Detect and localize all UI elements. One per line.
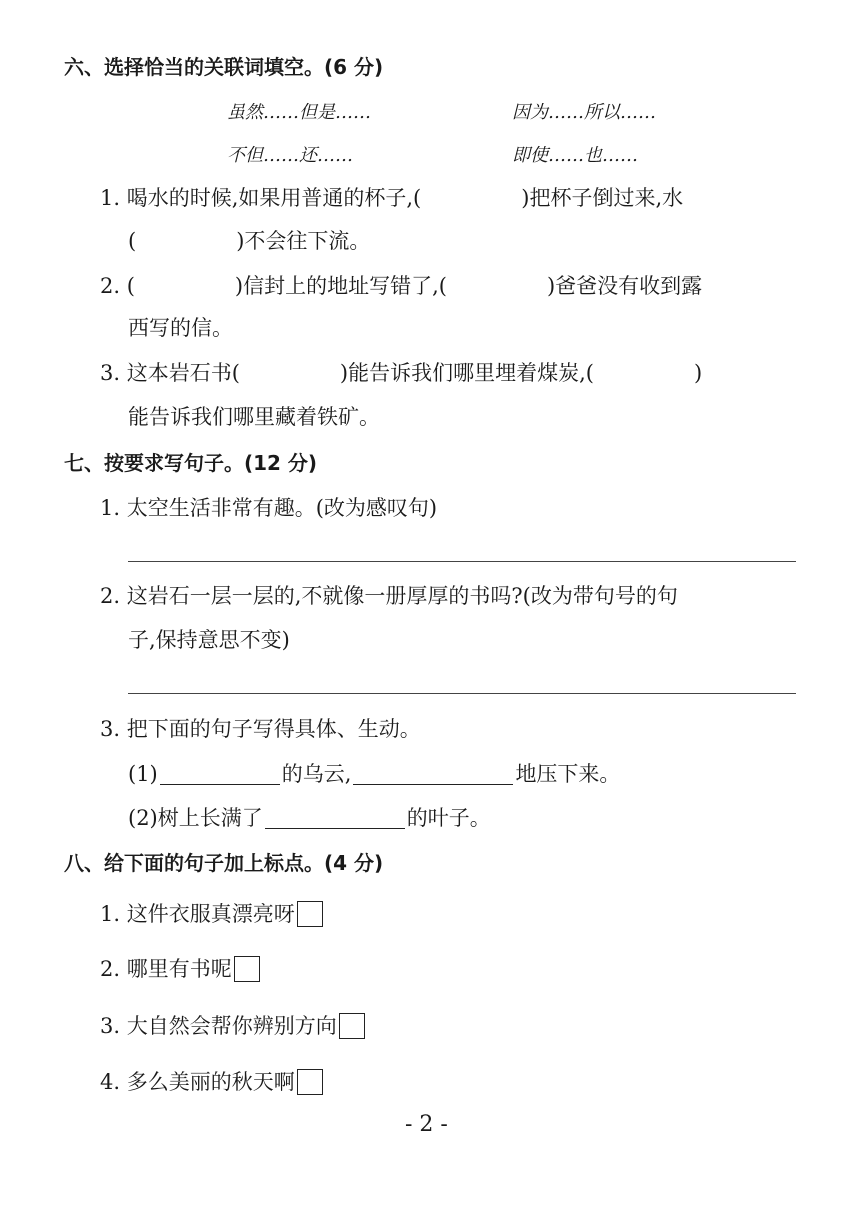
s7-q2-line1: 2. 这岩石一层一层的,不就像一册厚厚的书吗?(改为带句号的句 xyxy=(100,584,678,608)
option-2: 因为……所以…… xyxy=(512,102,656,123)
s8-item-4 xyxy=(100,1067,323,1097)
s8-item-2-box[interactable] xyxy=(234,956,260,982)
s6-q2-text-d: 西写的信。 xyxy=(128,316,233,340)
s8-item-1 xyxy=(100,899,323,929)
section7-title: 七、按要求写句子。(12 分) xyxy=(64,451,318,475)
s6-q2-text-c: )爸爸没有收到露 xyxy=(546,274,703,298)
s6-q3-text-c: ) xyxy=(693,361,703,385)
s6-q1-text-d: )不会往下流。 xyxy=(236,229,371,253)
s7-q3-1-suffix: 地压下来。 xyxy=(515,762,621,786)
s6-q2-text-a: 2. ( xyxy=(100,274,135,298)
s7-q3-1-mid: 的乌云, xyxy=(281,762,352,786)
s8-item-4-text: 4. 多么美丽的秋天啊 xyxy=(100,1070,295,1094)
option-1: 虽然……但是…… xyxy=(227,102,371,123)
s7-q3-1-blank-1[interactable] xyxy=(160,762,280,785)
s8-item-2-text: 2. 哪里有书呢 xyxy=(100,957,232,981)
s8-item-2 xyxy=(100,954,260,984)
s6-q3-text-a: 3. 这本岩石书( xyxy=(100,361,240,385)
s6-q1-text-b: )把杯子倒过来,水 xyxy=(521,186,684,210)
s7-q3: 3. 把下面的句子写得具体、生动。 xyxy=(100,717,421,741)
s6-q3-text-b: )能告诉我们哪里埋着煤炭,( xyxy=(339,361,594,385)
s8-item-1-text: 1. 这件衣服真漂亮呀 xyxy=(100,902,295,926)
s8-item-1-box[interactable] xyxy=(297,901,323,927)
s6-q1-line1 xyxy=(100,183,683,213)
s7-q3-2-blank[interactable] xyxy=(265,806,405,829)
s6-q3-text-d: 能告诉我们哪里藏着铁矿。 xyxy=(128,405,380,429)
s7-q2-answer-line[interactable] xyxy=(128,693,796,694)
s7-q3-1 xyxy=(128,759,620,789)
page-number: - 2 - xyxy=(405,1112,448,1137)
s6-q1-line2 xyxy=(128,226,370,256)
s8-item-3-box[interactable] xyxy=(339,1013,365,1039)
s7-q3-2-prefix: (2)树上长满了 xyxy=(128,806,263,830)
option-4: 即使……也…… xyxy=(512,145,638,166)
option-3: 不但……还…… xyxy=(227,145,353,166)
s7-q3-1-blank-2[interactable] xyxy=(353,762,513,785)
s6-q1-text-a: 1. 喝水的时候,如果用普通的杯子,( xyxy=(100,186,422,210)
s6-q2-text-b: )信封上的地址写错了,( xyxy=(234,274,447,298)
s7-q3-2 xyxy=(128,803,491,833)
s7-q2-line2: 子,保持意思不变) xyxy=(128,628,290,652)
s7-q3-2-suffix: 的叶子。 xyxy=(406,806,491,830)
s7-q1-answer-line[interactable] xyxy=(128,561,796,562)
s7-q1: 1. 太空生活非常有趣。(改为感叹句) xyxy=(100,496,438,520)
s6-q2-line1 xyxy=(100,271,702,301)
s6-q1-text-c: ( xyxy=(128,229,137,253)
s7-q3-1-prefix: (1) xyxy=(128,762,158,786)
section8-title: 八、给下面的句子加上标点。(4 分) xyxy=(64,851,384,875)
s8-item-4-box[interactable] xyxy=(297,1069,323,1095)
s8-item-3 xyxy=(100,1011,365,1041)
s8-item-3-text: 3. 大自然会帮你辨别方向 xyxy=(100,1014,337,1038)
s6-q3-line1 xyxy=(100,358,702,388)
section6-title: 六、选择恰当的关联词填空。(6 分) xyxy=(64,55,384,79)
